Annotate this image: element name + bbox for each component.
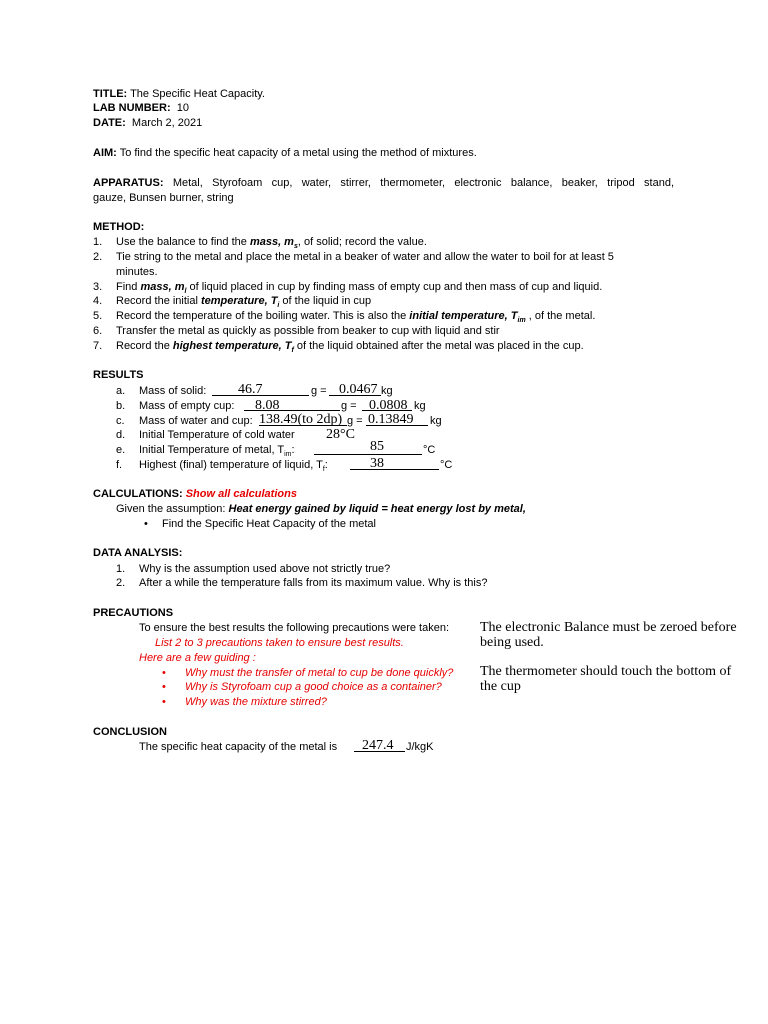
title-value: The Specific Heat Capacity. xyxy=(130,88,265,100)
method-heading: METHOD: xyxy=(93,221,145,233)
conclusion-heading: CONCLUSION xyxy=(93,726,167,738)
aim-text: To find the specific heat capacity of a metal using the method of mixtures. xyxy=(119,147,477,159)
title-line xyxy=(93,87,265,102)
result-f-value: 38 xyxy=(370,456,384,471)
method-step-2 xyxy=(93,250,614,265)
step-text: Transfer the metal as quickly as possible from beaker to cup with liquid and stir xyxy=(116,325,500,337)
step-emphasis: highest temperature, T xyxy=(172,340,292,352)
step-emphasis: initial temperature, T xyxy=(409,310,518,322)
conclusion-value: 247.4 xyxy=(362,738,394,753)
date-line xyxy=(93,116,202,131)
step-subscript: i xyxy=(277,302,280,310)
precautions-intro: To ensure the best results the following precautions were taken: xyxy=(139,622,450,634)
method-step-6 xyxy=(93,324,500,339)
result-f: f. xyxy=(116,459,123,471)
result-f-blank xyxy=(350,458,439,475)
step-number: 6. xyxy=(93,325,103,337)
result-a-value-g: 46.7 xyxy=(238,382,263,397)
result-f-label xyxy=(139,458,328,477)
result-c-g-unit: g = xyxy=(347,415,363,427)
method-step-2-cont: minutes. xyxy=(116,266,158,278)
precaution-answer-2-line-1: The thermometer should touch the bottom of xyxy=(480,664,732,679)
step-number: 3. xyxy=(93,281,103,293)
result-f-label-text: Highest (final) temperature of liquid, T xyxy=(139,459,323,471)
result-e-label-text: Initial Temperature of metal, T xyxy=(139,444,285,456)
result-e-value: 85 xyxy=(370,439,384,454)
precautions-guiding: Here are a few guiding : xyxy=(139,652,256,664)
result-f-subscript: f xyxy=(322,466,325,474)
precaution-q2-dot: • xyxy=(162,681,166,693)
method-step-5 xyxy=(93,309,596,325)
result-a-kg-unit: kg xyxy=(381,385,393,397)
result-letter: a. xyxy=(116,385,126,397)
step-text: Tie string to the metal and place the metal in a beaker of water and allow the water to boil for at least 5 xyxy=(116,251,614,263)
step-text-end: , of solid; record the value. xyxy=(297,236,427,248)
result-b-value-kg: 0.0808 xyxy=(369,398,408,413)
result-b-label: Mass of empty cup: xyxy=(139,400,235,412)
result-a xyxy=(116,384,125,399)
result-f-colon: : xyxy=(324,459,328,471)
step-subscript: s xyxy=(293,243,298,251)
step-text-end: , of the metal. xyxy=(525,310,596,322)
step-number: 1. xyxy=(93,236,103,248)
result-c: c. xyxy=(116,415,125,427)
given-emphasis: Heat energy gained by liquid = heat energy lost by metal, xyxy=(228,503,526,515)
result-d: d. xyxy=(116,429,126,441)
step-number: 4. xyxy=(93,295,103,307)
calc-bullet-text: Find the Specific Heat Capacity of the metal xyxy=(162,518,376,530)
result-e-subscript: im xyxy=(284,451,292,459)
lab-number-label: LAB NUMBER: xyxy=(93,102,171,114)
step-emphasis: mass, m xyxy=(140,281,185,293)
precaution-answer-2-line-2: the cup xyxy=(480,679,521,694)
aim-line xyxy=(93,146,477,161)
precaution-question-3: Why was the mixture stirred? xyxy=(185,696,327,708)
analysis-item-2 xyxy=(116,576,488,591)
step-number: 2. xyxy=(93,251,103,263)
title-label: TITLE: xyxy=(93,88,128,100)
date-value: March 2, 2021 xyxy=(131,117,203,129)
method-step-4 xyxy=(93,294,372,310)
step-subscript: f xyxy=(291,347,294,355)
results-heading: RESULTS xyxy=(93,369,144,381)
lab-number-value: 10 xyxy=(176,102,189,114)
step-text: Record the xyxy=(116,340,173,352)
result-e: e. xyxy=(116,444,126,456)
result-a-value-kg: 0.0467 xyxy=(339,382,378,397)
result-e-unit: °C xyxy=(423,444,436,456)
result-b-kg-unit: kg xyxy=(414,400,426,412)
given-text: Given the assumption: xyxy=(116,503,229,515)
result-b-value-g: 8.08 xyxy=(255,398,280,413)
step-number: 7. xyxy=(93,340,103,352)
result-d-value: 28°C xyxy=(326,427,355,442)
step-text-end: of the liquid in cup xyxy=(279,295,372,307)
result-c-label: Mass of water and cup: xyxy=(139,415,253,427)
precaution-q1-dot: • xyxy=(162,667,166,679)
method-step-3 xyxy=(93,280,603,296)
result-f-unit: °C xyxy=(440,459,453,471)
step-text-end: of the liquid obtained after the metal was placed in the cup. xyxy=(293,340,584,352)
precaution-question-1: Why must the transfer of metal to cup be done quickly? xyxy=(185,667,454,679)
lab-number-line xyxy=(93,101,189,116)
analysis-text: After a while the temperature falls from its maximum value. Why is this? xyxy=(139,577,488,589)
analysis-text: Why is the assumption used above not strictly true? xyxy=(139,563,391,575)
date-label: DATE: xyxy=(93,117,126,129)
analysis-number: 2. xyxy=(116,577,126,589)
result-b-g-unit: g = xyxy=(341,400,357,412)
calculations-label: CALCULATIONS: xyxy=(93,488,183,500)
result-c-value-g: 138.49(to 2dp) xyxy=(259,412,343,427)
precaution-answer-1-line-2: being used. xyxy=(480,635,544,650)
step-text-end: of liquid placed in cup by finding mass of empty cup and then mass of cup and liquid. xyxy=(186,281,603,293)
conclusion-text: The specific heat capacity of the metal is xyxy=(139,741,338,753)
precautions-heading: PRECAUTIONS xyxy=(93,607,174,619)
result-c-kg-unit: kg xyxy=(430,415,442,427)
result-e-colon: : xyxy=(291,444,295,456)
result-a-g-unit: g = xyxy=(311,385,327,397)
result-d-label: Initial Temperature of cold water xyxy=(139,429,295,441)
precaution-answer-1-line-1: The electronic Balance must be zeroed before xyxy=(480,620,737,635)
step-text: Record the initial xyxy=(116,295,201,307)
step-text: Record the temperature of the boiling water. This is also the xyxy=(116,310,410,322)
analysis-item-1 xyxy=(116,562,391,577)
step-text: Use the balance to find the xyxy=(116,236,250,248)
method-step-7 xyxy=(93,339,584,355)
apparatus-text-1: Metal, Styrofoam cup, water, stirrer, thermometer, electronic balance, beaker, tripod stand, xyxy=(172,177,674,189)
result-c-value-kg: 0.13849 xyxy=(368,412,414,427)
conclusion-unit: J/kgK xyxy=(406,741,434,753)
aim-label: AIM: xyxy=(93,147,117,159)
precaution-question-2: Why is Styrofoam cup a good choice as a container? xyxy=(185,681,442,693)
step-emphasis: mass, m xyxy=(249,236,294,248)
data-analysis-heading: DATA ANALYSIS: xyxy=(93,547,183,559)
apparatus-line-2: gauze, Bunsen burner, string xyxy=(93,192,234,204)
step-subscript: im xyxy=(517,317,526,325)
step-text: Find xyxy=(116,281,141,293)
apparatus-line-1 xyxy=(93,176,674,191)
method-step-1 xyxy=(93,235,427,251)
step-number: 5. xyxy=(93,310,103,322)
precautions-list-hint: List 2 to 3 precautions taken to ensure best results. xyxy=(155,637,404,649)
calculations-line xyxy=(93,487,297,502)
step-subscript: l xyxy=(184,288,187,296)
show-all-calculations: Show all calculations xyxy=(185,488,297,500)
result-b: b. xyxy=(116,400,126,412)
precaution-q3-dot: • xyxy=(162,696,166,708)
analysis-number: 1. xyxy=(116,563,126,575)
given-assumption xyxy=(116,502,526,517)
step-emphasis: temperature, T xyxy=(201,295,278,307)
result-a-label: Mass of solid: xyxy=(139,385,207,397)
apparatus-label: APPARATUS: xyxy=(93,177,164,189)
calc-bullet-dot: • xyxy=(144,518,148,530)
